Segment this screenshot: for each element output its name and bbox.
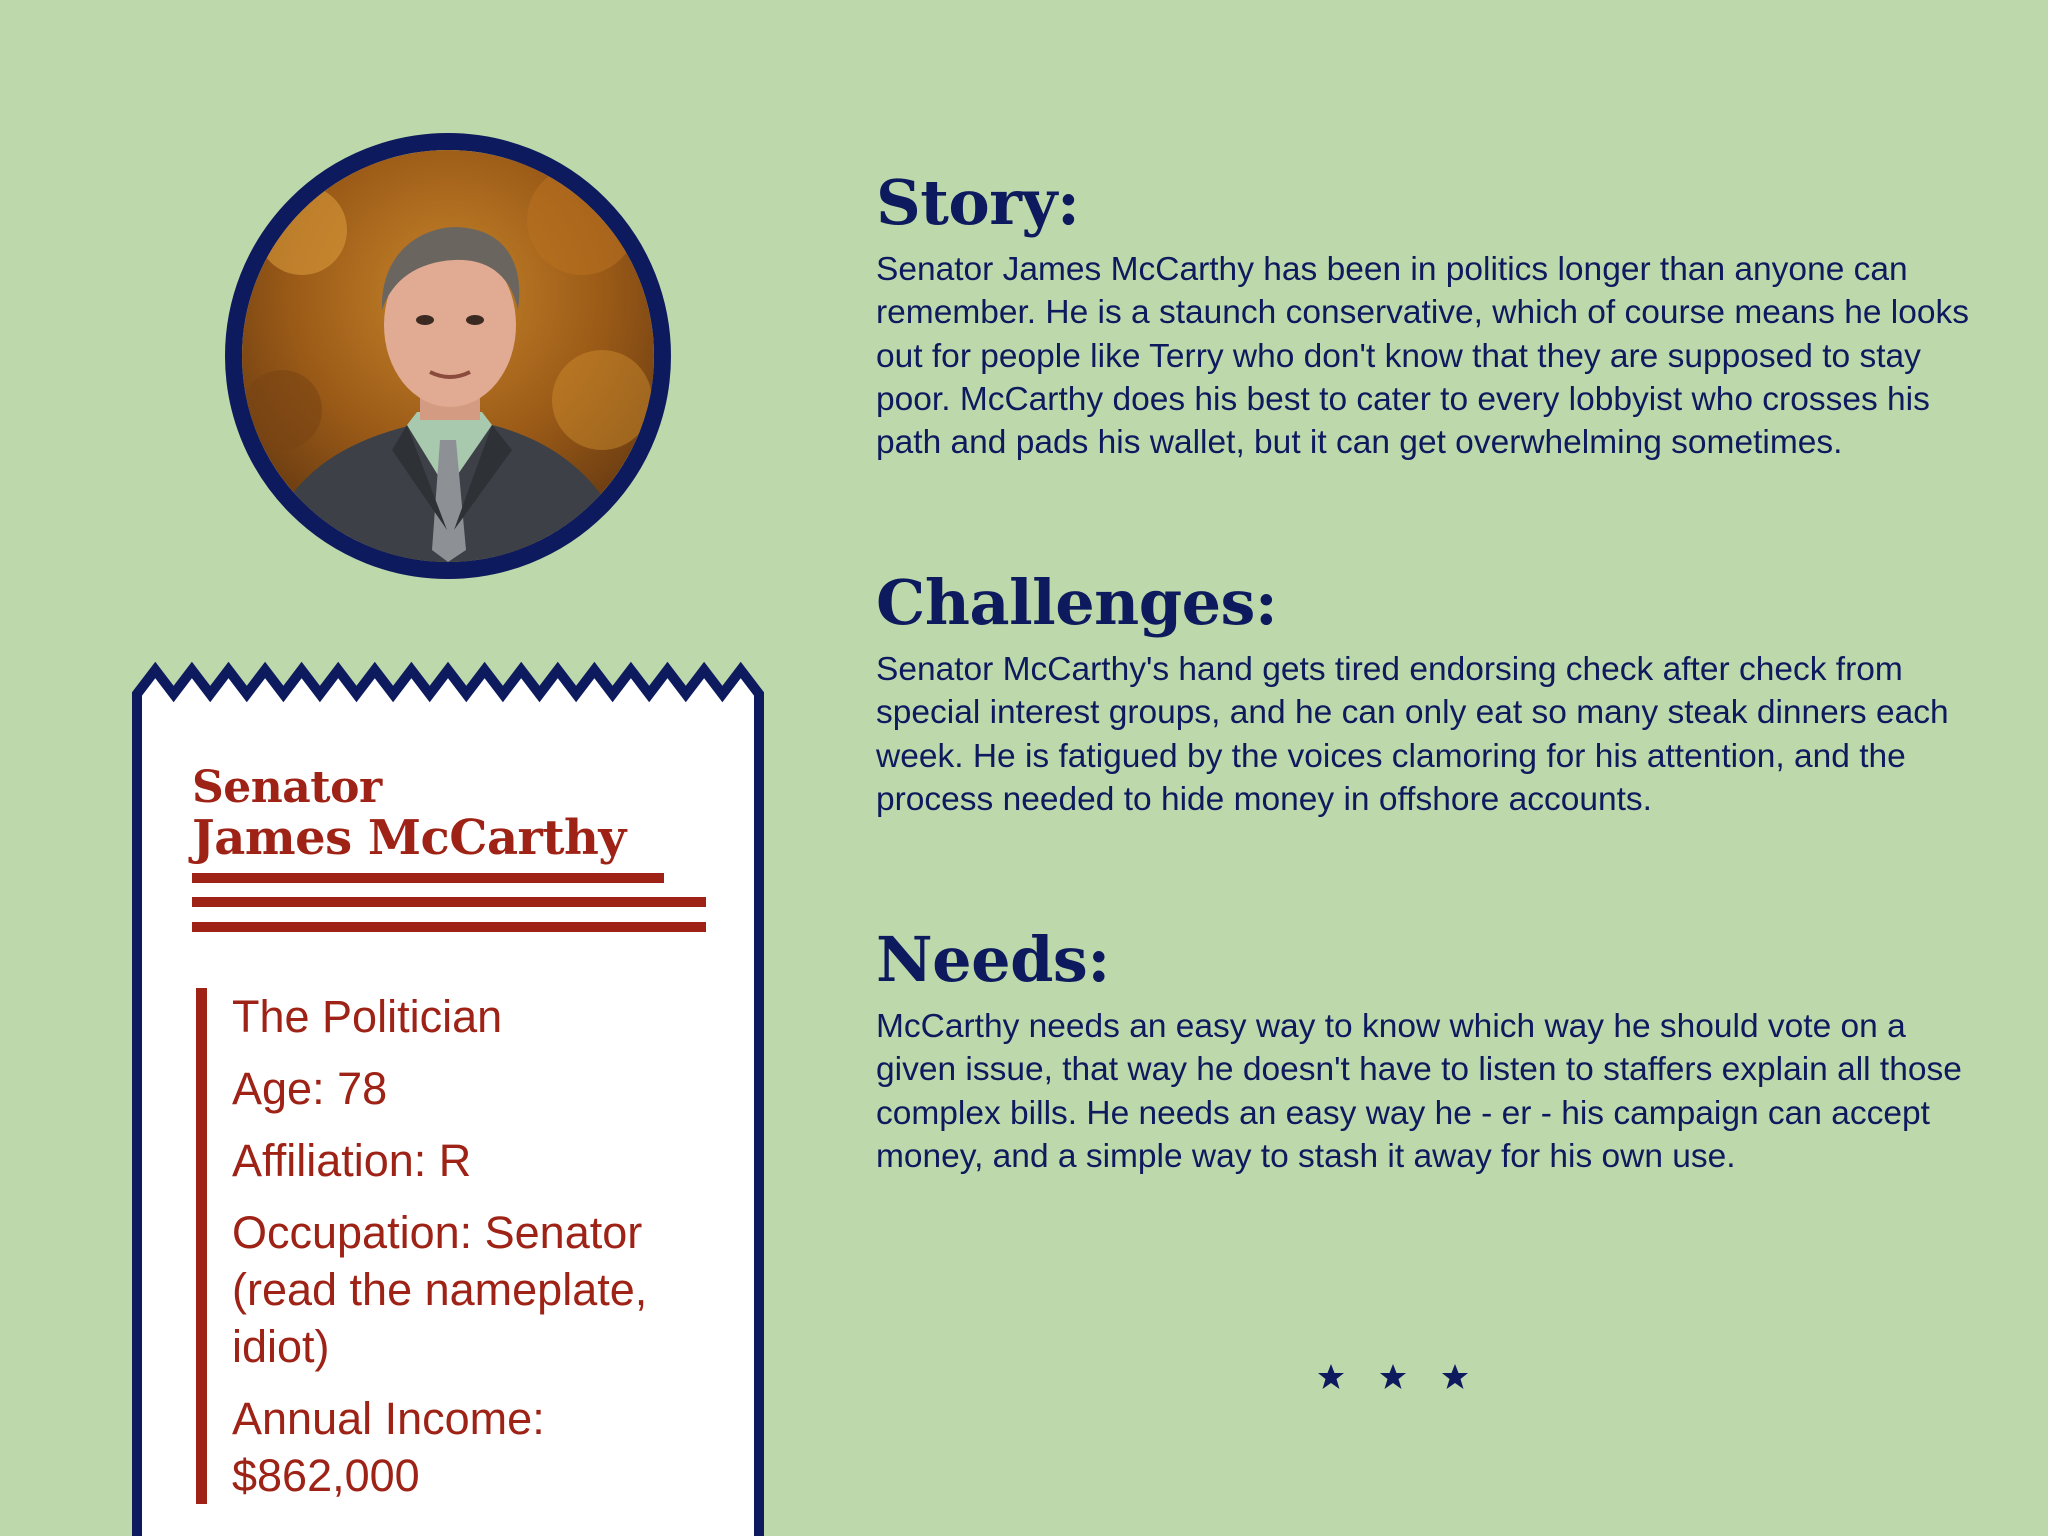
detail-age: Age: 78 <box>232 1063 388 1114</box>
detail-role: The Politician <box>232 991 503 1042</box>
star-icon <box>1318 1364 1344 1389</box>
name-full: James McCarthy <box>192 810 626 866</box>
story-text: Senator James McCarthy has been in politics longer than anyone can remember. He is a staunch conservative, which of course means he looks out for people like Terry who don't know that they are supposed to stay poor. McCarthy does his best to cater to every lobbyist who crosses his path and pads his wallet, but it can get overwhelming sometimes. <box>876 251 1969 462</box>
story-section <box>876 168 1976 464</box>
needs-section <box>876 925 1976 1178</box>
profile-details <box>196 988 732 1504</box>
name-underline-2 <box>192 897 706 907</box>
name-title: Senator <box>192 762 382 813</box>
challenges-heading: Challenges: <box>876 566 1278 639</box>
profile-card <box>132 660 764 1536</box>
challenges-section <box>876 568 1976 821</box>
detail-occupation: Occupation: Senator (read the nameplate, idiot) <box>232 1207 648 1372</box>
needs-text: McCarthy needs an easy way to know which way he should vote on a given issue, that way he doesn't have to listen to staffers explain all those complex bills. He needs an easy way he - er - his campaign can accept money, and a simple way to stash it away for his own use. <box>876 1008 1962 1175</box>
detail-affiliation: Affiliation: R <box>232 1135 472 1186</box>
challenges-text: Senator McCarthy's hand gets tired endorsing check after check from special interest groups, and he can only eat so many steak dinners each week. He is fatigued by the voices clamoring for his attention, and the process needed to hide money in offshore accounts. <box>876 651 1949 818</box>
name-underline-1 <box>192 873 664 883</box>
profile-name <box>192 762 712 866</box>
star-icon <box>1380 1364 1406 1389</box>
story-heading: Story: <box>876 166 1080 239</box>
stars-decoration <box>1316 1362 1476 1392</box>
name-underline-3 <box>192 922 706 932</box>
star-icon <box>1442 1364 1468 1389</box>
profile-photo-illustration <box>242 150 654 562</box>
detail-income: Annual Income: $862,000 <box>232 1393 545 1501</box>
profile-photo <box>225 133 671 579</box>
needs-heading: Needs: <box>876 923 1110 996</box>
